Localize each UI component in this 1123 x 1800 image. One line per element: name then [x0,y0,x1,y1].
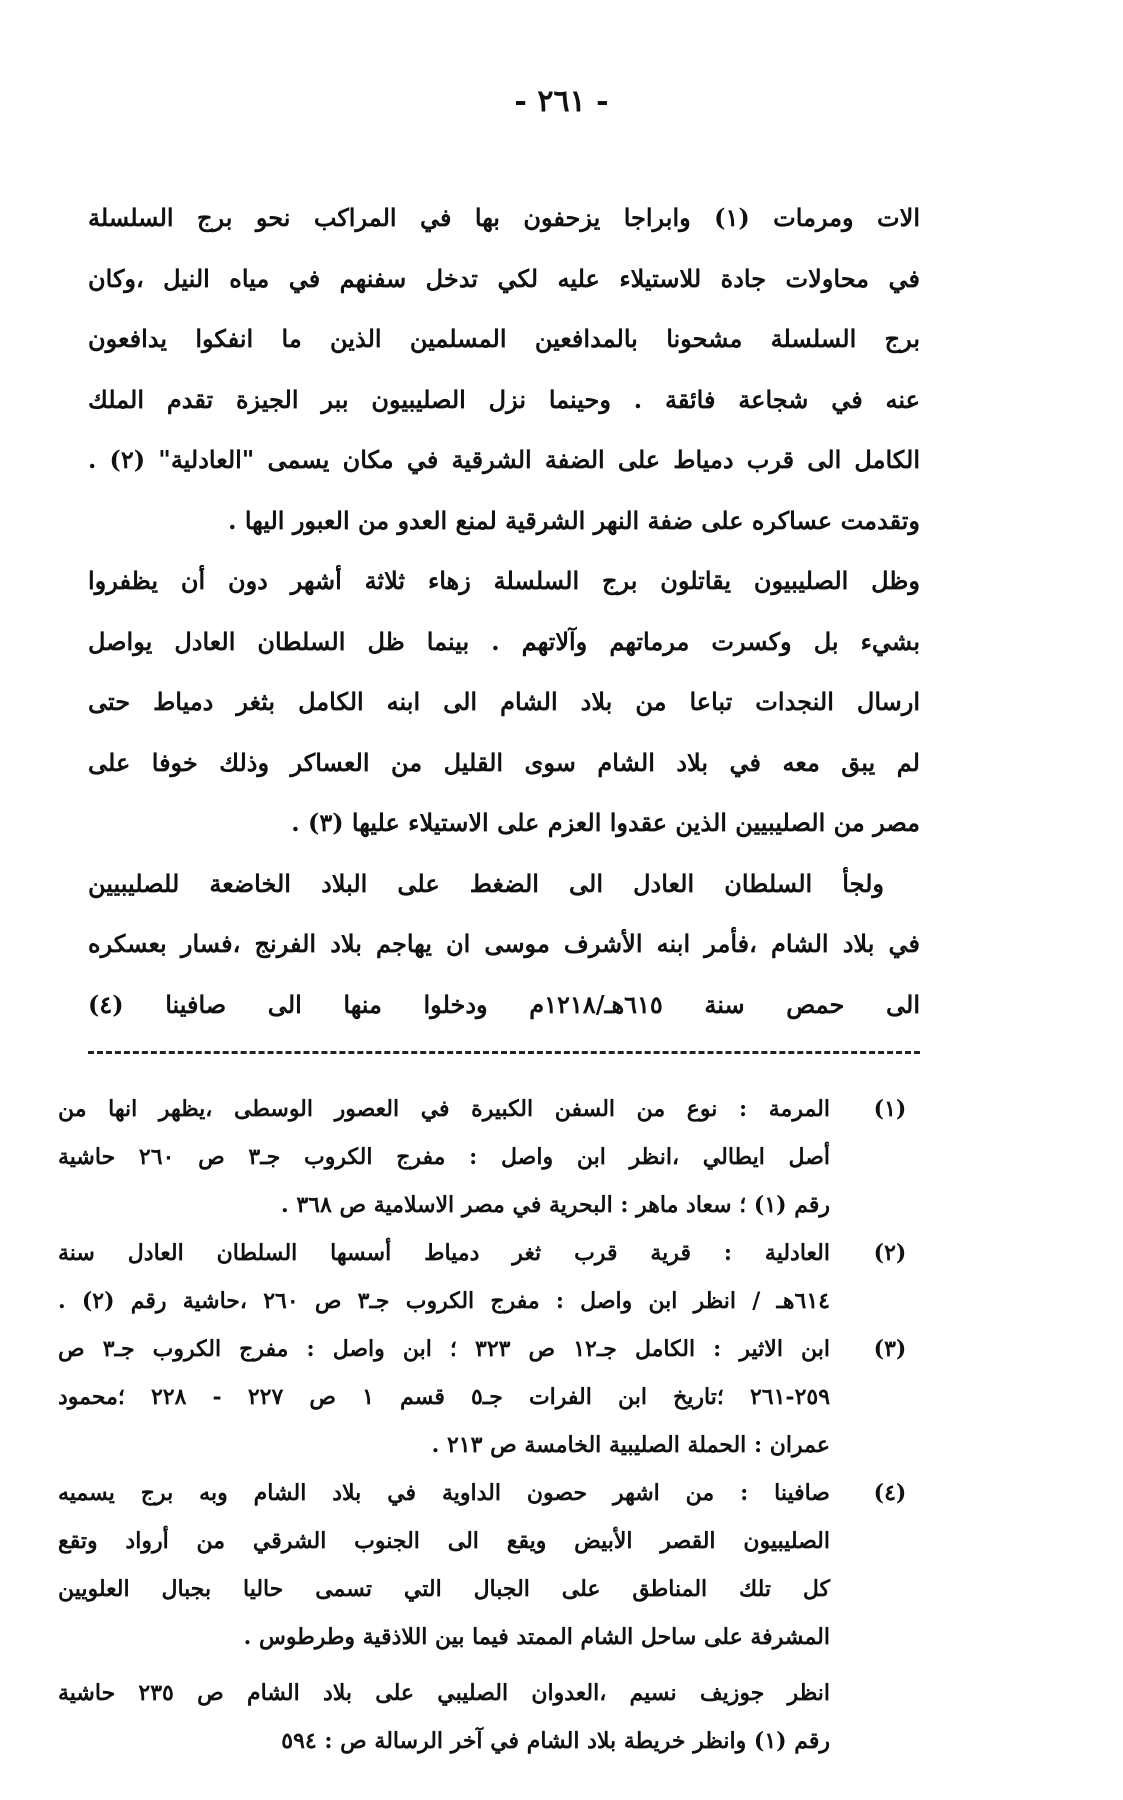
footnote-3 [58,1325,920,1469]
text-line: في بلاد الشام ،فأمر ابنه الأشرف موسى ان يهاجم بلاد الفرنج ،فسار بعسكره [88,929,920,958]
footnote-line: عمران : الحملة الصليبية الخامسة ص ٢١٣ . [431,1432,830,1458]
footnote-line: الصليبيون القصر الأبيض ويقع الى الجنوب الشرقي من أرواد وتقع [58,1528,830,1554]
footnote-line: المرمة : نوع من السفن الكبيرة في العصور الوسطى ،يظهر انها من [58,1096,830,1122]
footnote-1 [58,1085,920,1229]
footnote-line: رقم (١) وانظر خريطة بلاد الشام في آخر الرسالة ص : ٥٩٤ [281,1728,830,1754]
text-line: الكامل الى قرب دمياط على الضفة الشرقية في مكان يسمى "العادلية" (٢) . [88,445,920,474]
footnote-4-continuation [58,1669,920,1765]
footnote-number: (١) [873,1096,907,1122]
text-line: برج السلسلة مشحونا بالمدافعين المسلمين الذين ما انفكوا يدافعون [88,324,920,353]
text-line: في محاولات جادة للاستيلاء عليه لكي تدخل سفنهم في مياه النيل ،وكان [88,263,920,293]
text-line: مصر من الصليبيين الذين عقدوا العزم على الاستيلاء عليها (٣) . [291,808,920,837]
footnote-line: رقم (١) ؛ سعاد ماهر : البحرية في مصر الاسلامية ص ٣٦٨ . [281,1192,830,1218]
text-line: الى حمص سنة ٦١٥هـ/١٢١٨م ودخلوا منها الى صافينا (٤) [88,989,920,1019]
text-line: الات ومرمات (١) وابراجا يزحفون بها في المراكب نحو برج السلسلة [88,203,920,232]
page-number: - ٢٦١ - [514,84,609,119]
text-line: ارسال النجدات تباعا من بلاد الشام الى ابنه الكامل بثغر دمياط حتى [88,687,920,716]
footnote-line: ابن الاثير : الكامل جـ١٢ ص ٣٢٣ ؛ ابن واصل : مفرج الكروب جـ٣ ص [58,1336,831,1362]
footnote-line: انظر جوزيف نسيم ،العدوان الصليبي على بلاد الشام ص ٢٣٥ حاشية [58,1680,830,1706]
footnote-line: ٦١٤هـ / انظر ابن واصل : مفرج الكروب جـ٣ ص ٢٦٠ ،حاشية رقم (٢) . [58,1288,830,1314]
footnote-line: المشرفة على ساحل الشام الممتد فيما بين اللاذقية وطرطوس . [243,1624,830,1650]
text-line: ولجأ السلطان العادل الى الضغط على البلاد الخاضعة للصليبيين [88,868,884,898]
footnote-number: (٣) [873,1336,907,1362]
footnote-line: كل تلك المناطق على الجبال التي تسمى حاليا بجبال العلويين [58,1576,830,1602]
footnote-line: أصل ايطالي ،انظر ابن واصل : مفرج الكروب جـ٣ ص ٢٦٠ حاشية [58,1144,830,1170]
text-line: لم يبق معه في بلاد الشام سوى القليل من العساكر وذلك خوفا على [88,747,920,777]
text-line: عنه في شجاعة فائقة . وحينما نزل الصليبيون ببر الجيزة تقدم الملك [88,384,920,414]
text-line: وتقدمت عساكره على ضفة النهر الشرقية لمنع العدو من العبور اليها . [228,505,920,535]
text-line: بشيء بل وكسرت مرماتهم وآلاتهم . بينما ظل السلطان العادل يواصل [88,626,920,656]
footnote-number: (٤) [873,1480,907,1506]
footnotes [58,1085,920,1765]
text-line: وظل الصليبيون يقاتلون برج السلسلة زهاء ثلاثة أشهر دون أن يظفروا [88,566,920,595]
footnote-2 [58,1229,920,1325]
footnote-number: (٢) [873,1240,907,1266]
footnote-4 [58,1469,920,1661]
footnote-divider [88,1051,920,1054]
main-text [88,188,920,1035]
footnote-line: العادلية : قرية قرب ثغر دمياط أسسها السلطان العادل سنة [58,1240,830,1266]
footnote-line: ٢٥٩-٢٦١ ؛تاريخ ابن الفرات جـ٥ قسم ١ ص ٢٢٧ - ٢٢٨ ؛محمود [58,1384,831,1410]
footnote-line: صافينا : من اشهر حصون الداوية في بلاد الشام وبه برج يسميه [58,1480,830,1506]
